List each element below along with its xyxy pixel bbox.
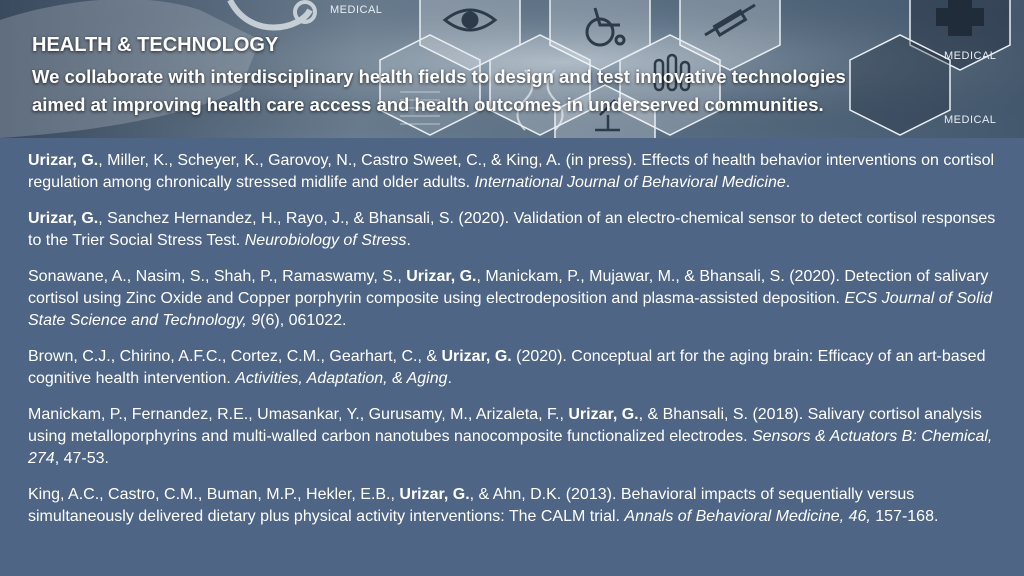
journal-name: Activities, Adaptation, & Aging <box>235 370 448 387</box>
highlighted-author: Urizar, G. <box>399 486 470 503</box>
highlighted-author: Urizar, G. <box>28 152 99 169</box>
journal-name: ECS Journal of Solid State Science and Technology, 9 <box>28 290 993 329</box>
reference-lead: Manickam, P., Fernandez, R.E., Umasankar, Y., Gurusamy, M., Arizaleta, F., <box>28 406 569 423</box>
reference-item <box>28 150 998 194</box>
reference-body: , Manickam, P., Mujawar, M., & Bhansali, S. (2020). Detection of salivary cortisol using Zinc Oxide and Copper porphyrin composite using electrodeposition and plasma-assisted deposition. <box>28 268 989 307</box>
medical-label-1: MEDICAL <box>330 4 383 16</box>
highlighted-author: Urizar, G. <box>406 268 477 285</box>
reference-lead: King, A.C., Castro, C.M., Buman, M.P., Hekler, E.B., <box>28 486 400 503</box>
reference-tail: . <box>447 370 452 387</box>
highlighted-author: Urizar, G. <box>568 406 639 423</box>
reference-list <box>28 150 998 542</box>
page-subtitle-line-2: aimed at improving health care access and health outcomes in underserved communities. <box>32 94 824 115</box>
reference-lead: Brown, C.J., Chirino, A.F.C., Cortez, C.M., Gearhart, C., & <box>28 348 442 365</box>
page-title: HEALTH & TECHNOLOGY <box>32 34 279 56</box>
reference-item <box>28 484 998 528</box>
reference-item <box>28 346 998 390</box>
reference-item <box>28 266 998 332</box>
reference-body: , & Ahn, D.K. (2013). Behavioral impacts of sequentially versus simultaneously delivered dietary plus physical activity interventions: The CALM trial. <box>28 486 915 525</box>
reference-item <box>28 404 998 470</box>
reference-tail: (6), 061022. <box>260 312 347 329</box>
reference-body: , & Bhansali, S. (2018). Salivary cortisol analysis using metalloporphyrins and multi-walled carbon nanotubes nanocomposite functionalized electrodes. <box>28 406 982 445</box>
highlighted-author: Urizar, G. <box>28 210 99 227</box>
highlighted-author: Urizar, G. <box>441 348 512 365</box>
reference-body: (2020). Conceptual art for the aging brain: Efficacy of an art-based cognitive health intervention. <box>28 348 986 387</box>
page-subtitle-line-1: We collaborate with interdisciplinary health fields to design and test innovative technologies <box>32 66 846 87</box>
reference-item <box>28 208 998 252</box>
reference-tail: 157-168. <box>870 508 939 525</box>
reference-lead: Sonawane, A., Nasim, S., Shah, P., Ramaswamy, S., <box>28 268 407 285</box>
journal-name: International Journal of Behavioral Medicine <box>474 174 786 191</box>
medical-label-2: MEDICAL <box>944 50 997 62</box>
reference-body: , Miller, K., Scheyer, K., Garovoy, N., Castro Sweet, C., & King, A. (in press). Effects of health behavior interventions on cortisol regulation among chronically stressed midlife and older adults. <box>28 152 995 191</box>
reference-tail: . <box>406 232 411 249</box>
reference-tail: . <box>785 174 791 191</box>
journal-name: Annals of Behavioral Medicine, 46, <box>624 508 871 525</box>
reference-tail: , 47-53. <box>54 450 109 467</box>
journal-name: Neurobiology of Stress <box>244 232 407 249</box>
reference-body: , Sanchez Hernandez, H., Rayo, J., & Bhansali, S. (2020). Validation of an electro-chemical sensor to detect cortisol responses to the Trier Social Stress Test. <box>28 210 996 249</box>
journal-name: Sensors & Actuators B: Chemical, 274 <box>28 428 993 467</box>
medical-label-3: MEDICAL <box>944 114 997 126</box>
header-banner <box>0 0 1024 138</box>
